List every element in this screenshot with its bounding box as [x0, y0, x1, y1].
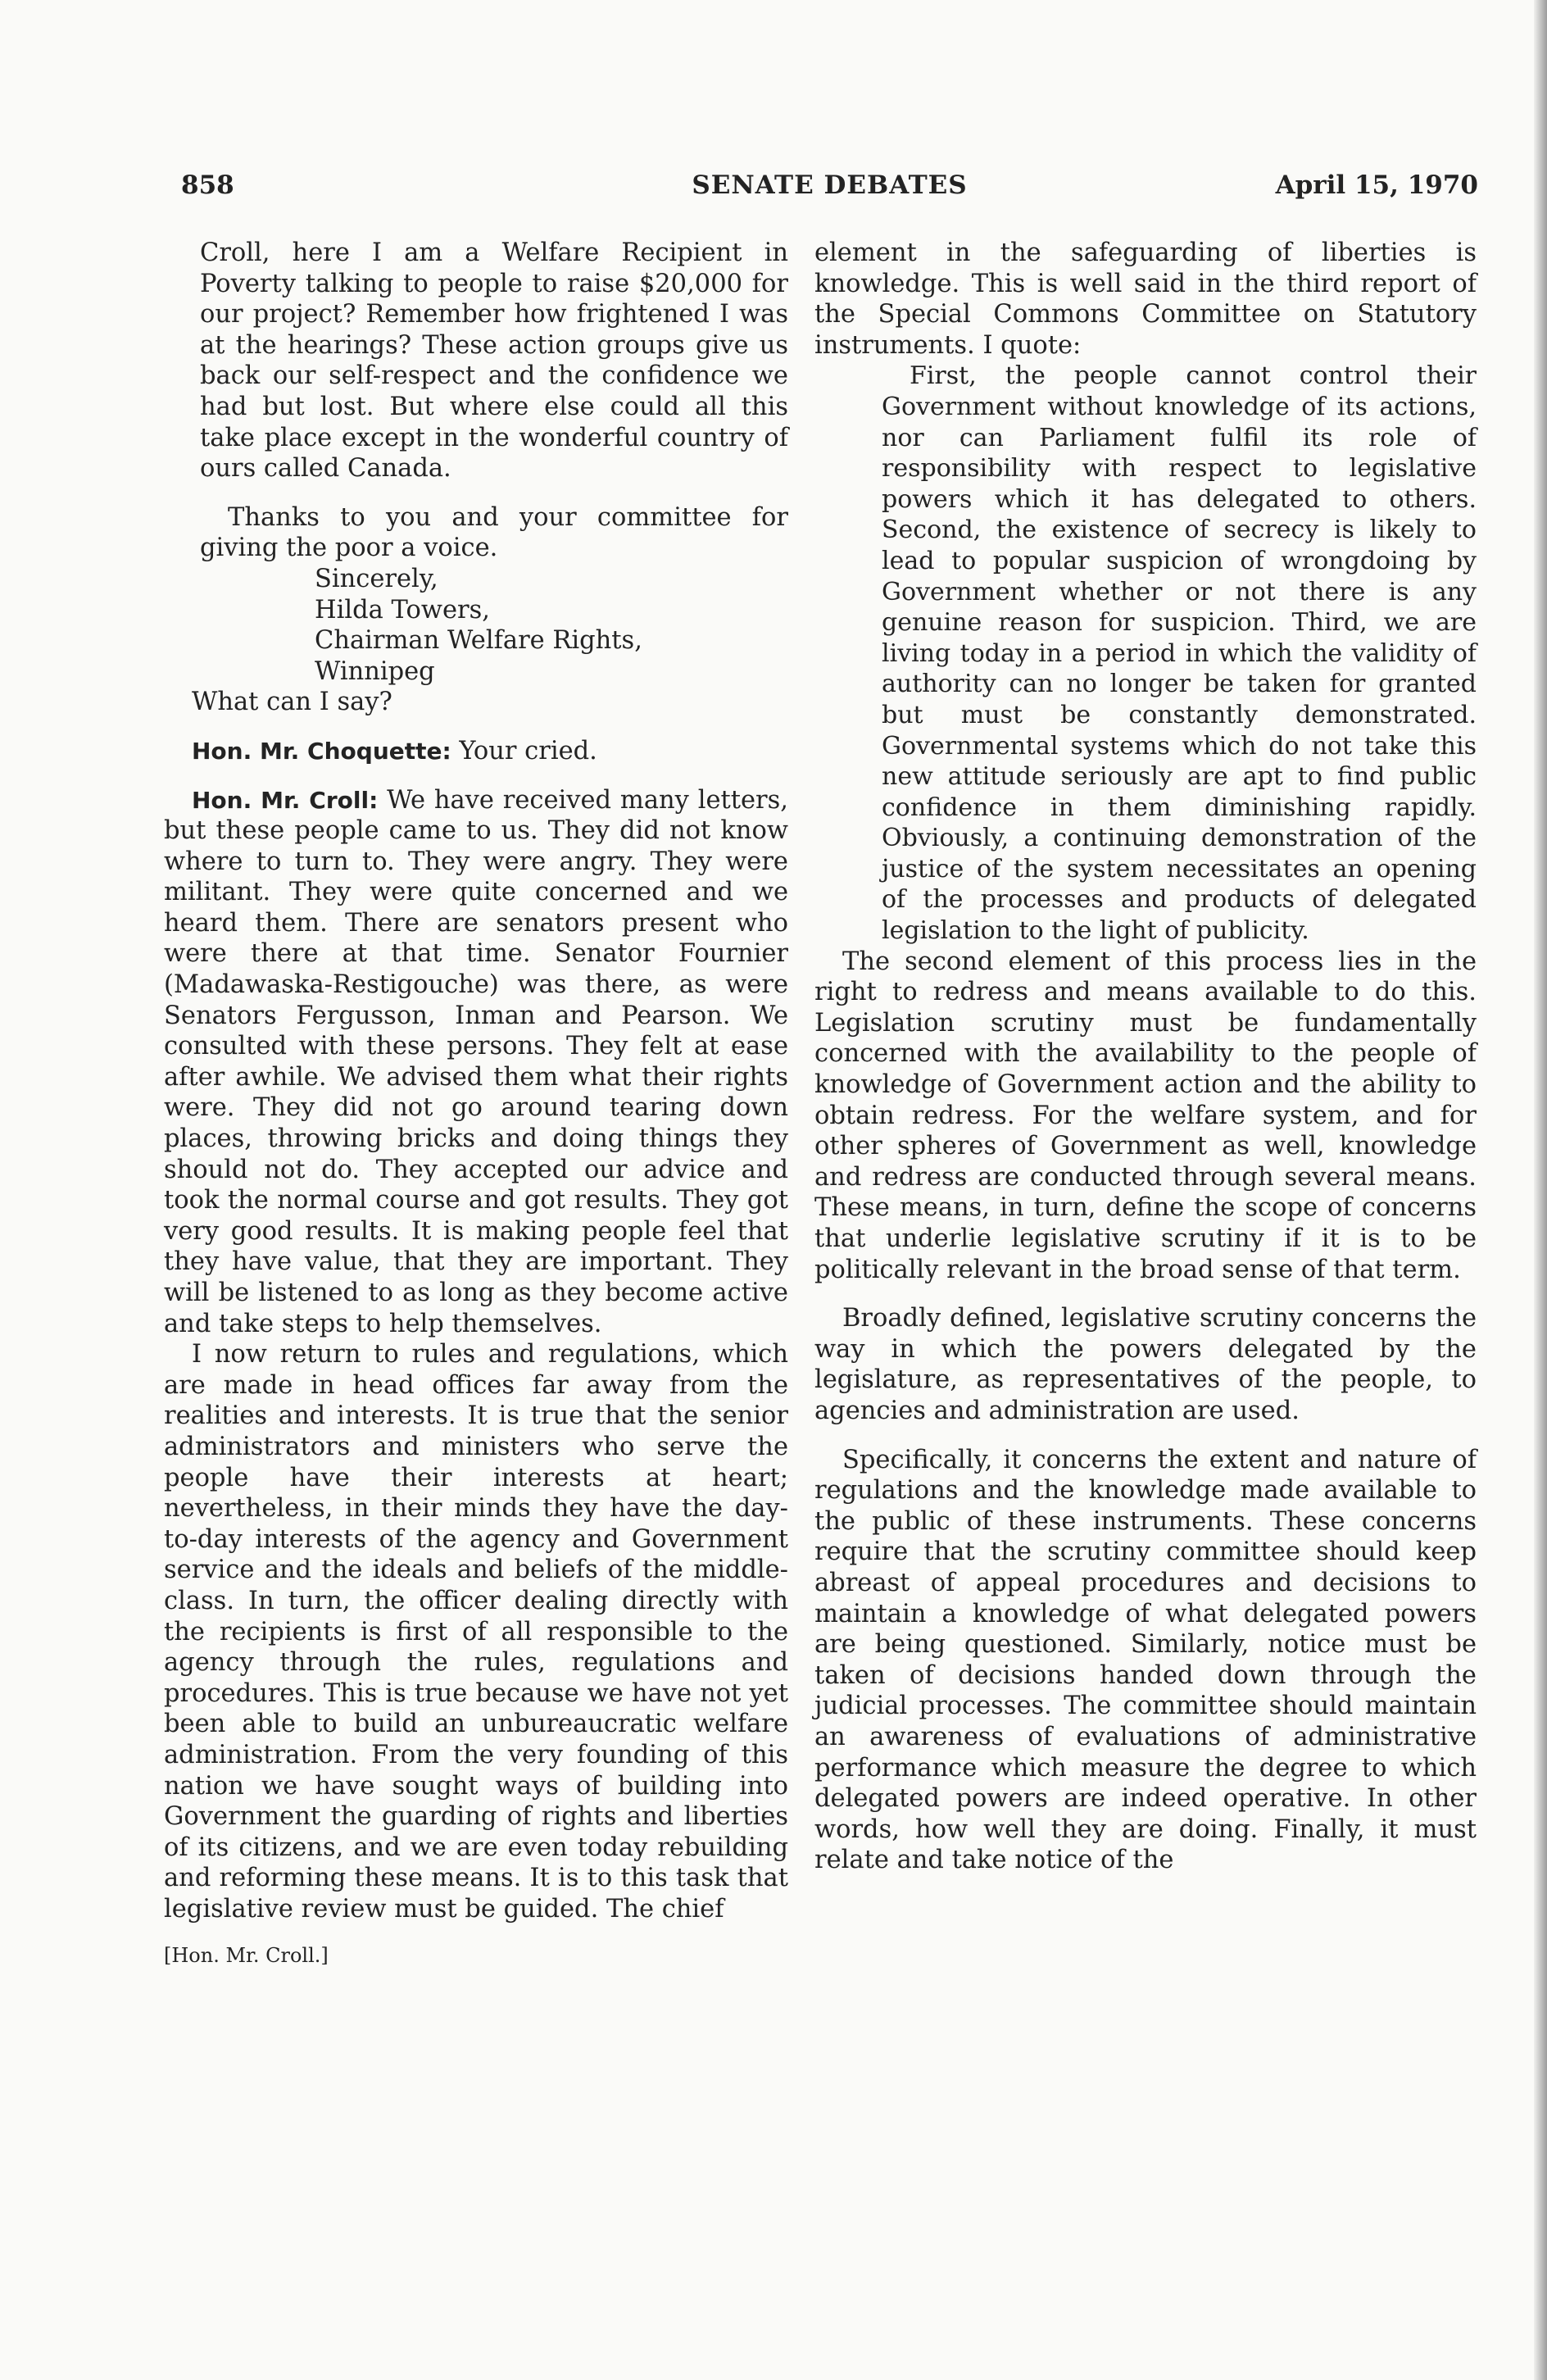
speech-croll: [164, 785, 788, 1340]
block-quote: [882, 361, 1477, 946]
page-header: [181, 170, 1478, 213]
body-paragraph: I now return to rules and regulations, which are made in head offices far away from the realities and interests. It is true that the senior administrators and ministers who serve the people have their interests at heart; nevertheless, in their minds they have the day-to-day interests of the agency and Government service and the ideals and beliefs of the middle-class. In turn, the officer dealing directly with the recipients is first of all responsible to the agency through the rules, regulations and procedures. This is true because we have not yet been able to build an unbureaucratic welfare administration. From the very founding of this nation we have sought ways of building into Government the guarding of rights and liberties of its citizens, and we are even today rebuilding and reforming these means. It is to this task that legislative review must be guided. The chief: [164, 1340, 788, 1924]
signoff-line: Sincerely,: [315, 564, 438, 593]
body-paragraph: Specifically, it concerns the extent and nature of regulations and the knowledge made available to the public of these instruments. These concerns require that the scrutiny committee should keep abreast of appeal procedures and decisions to maintain a knowledge of what delegated powers are being questioned. Similarly, notice must be taken of decisions handed down through the judicial processes. The committee should maintain an awareness of evaluations of administrative performance which measure the degree to which delegated powers are indeed operative. In other words, how well they are doing. Finally, it must relate and take notice of the: [814, 1445, 1477, 1875]
body-paragraph: The second element of this process lies in the right to redress and means available to do this. Legislation scrutiny must be fundamentally concerned with the availability to the people of knowledge of Government action and the ability to obtain redress. For the welfare system, and for other spheres of Government as well, knowledge and redress are conducted through several means. These means, in turn, define the scope of concerns that underlie legislative scrutiny if it is to be politically relevant in the broad sense of that term.: [814, 947, 1477, 1284]
speaker-name: Hon. Mr. Choquette:: [192, 737, 451, 765]
page-number: 858: [181, 170, 234, 200]
signoff-line: Winnipeg: [315, 656, 435, 686]
quote-text: First, the people cannot control their Government without knowledge of its actions, nor can Parliament fulfil its role of responsibility with respect to legislative powers which it has delegated to others. Second, the existence of secrecy is likely to lead to popular suspicion of wrongdoing by Government whether or not there is any genuine reason for suspicion. Third, we are living today in a period in which the validity of authority can no longer be taken for granted but must be constantly demonstrated. Governmental systems which do not take this new attitude seriously are apt to find public confidence in them diminishing rapidly. Obviously, a continuing demonstration of the justice of the system necessitates an opening of the processes and products of delegated legislation to the light of publicity.: [882, 361, 1477, 946]
speaker-name: Hon. Mr. Croll:: [192, 786, 379, 814]
speech-text: Your cried.: [459, 736, 597, 765]
signoff-line: Chairman Welfare Rights,: [315, 626, 642, 656]
right-column: [814, 238, 1477, 1876]
question-line: What can I say?: [192, 688, 392, 717]
publication-title: SENATE DEBATES: [692, 170, 968, 200]
left-column: [164, 238, 788, 1972]
signoff-line: Hilda Towers,: [315, 595, 490, 625]
scan-edge-shadow: [1534, 0, 1547, 2380]
footer-attribution: [Hon. Mr. Croll.]: [164, 1944, 329, 1968]
body-paragraph: element in the safeguarding of liberties is knowledge. This is well said in the third report of the Special Commons Committee on Statutory instruments. I quote:: [814, 238, 1477, 360]
letter-signoff: [315, 564, 788, 687]
letter-paragraph: Croll, here I am a Welfare Recipient in Poverty talking to people to raise $20,000 for our project? Remember how frightened I was at the hearings? These action groups give us back our self-respect and the confidence we had but lost. But where else could all this take place except in the wonderful country of ours called Canada.: [200, 238, 788, 484]
speech-choquette: [164, 736, 788, 767]
body-paragraph: Broadly defined, legislative scrutiny concerns the way in which the powers delegated by the legislature, as representatives of the people, to agencies and administration are used.: [814, 1304, 1477, 1425]
header-date: April 15, 1970: [1275, 170, 1478, 200]
speech-text: We have received many letters, but these people came to us. They did not know where to turn to. They were angry. They were militant. They were quite concerned and we heard them. There are senators present who were there at that time. Senator Fournier (Madawaska-Restigouche) was there, as were Senators Fergusson, Inman and Pearson. We consulted with these persons. They felt at ease after awhile. We advised them what their rights were. They did not go around tearing down places, throwing bricks and doing things they should not do. They accepted our advice and took the normal course and got results. They got very good results. It is making people feel that they have value, that they are important. They will be listened to as long as they become active and take steps to help themselves.: [164, 785, 788, 1338]
letter-paragraph: Thanks to you and your committee for giving the poor a voice.: [200, 502, 788, 563]
